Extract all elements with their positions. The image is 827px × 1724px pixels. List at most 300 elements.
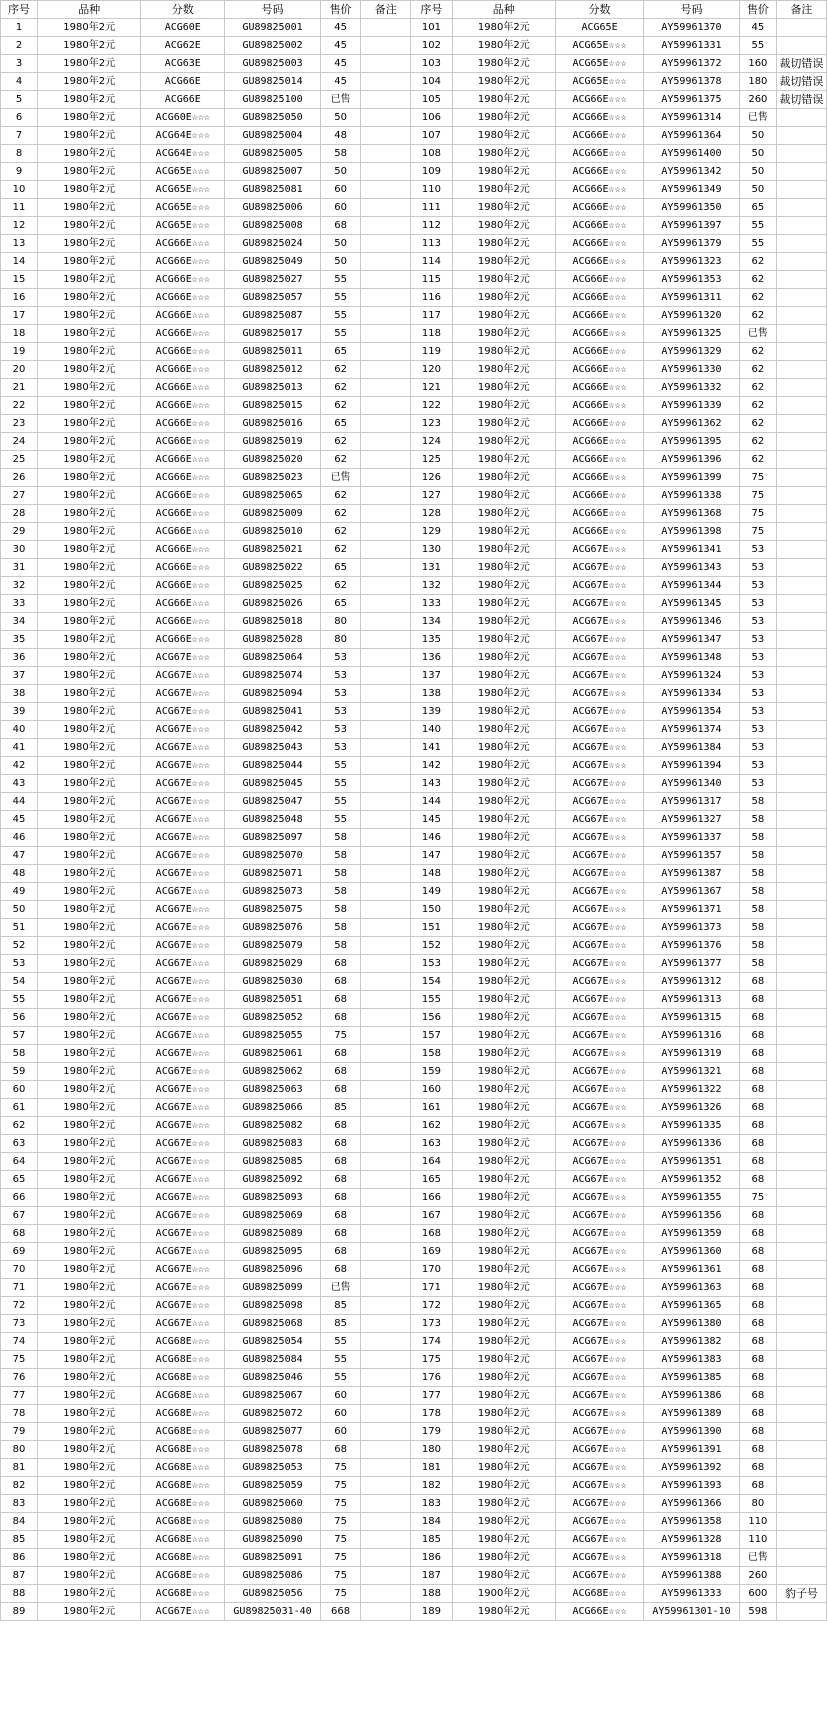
cell-price: 75 xyxy=(320,1477,360,1495)
cell-variety: 1980年2元 xyxy=(38,1135,141,1153)
cell-grade: ACG66E☆☆☆ xyxy=(141,541,225,559)
cell-variety: 1980年2元 xyxy=(452,829,555,847)
cell-serial: 27 xyxy=(1,487,38,505)
cell-variety: 1980年2元 xyxy=(452,1369,555,1387)
cell-note xyxy=(776,1495,826,1513)
cell-serial-number: AY59961367 xyxy=(644,883,740,901)
table-row xyxy=(1,505,827,523)
cell-serial: 138 xyxy=(411,685,452,703)
cell-price: 65 xyxy=(739,199,776,217)
cell-price: 62 xyxy=(320,397,360,415)
cell-serial-number: AY59961352 xyxy=(644,1171,740,1189)
cell-serial: 132 xyxy=(411,577,452,595)
cell-serial: 59 xyxy=(1,1063,38,1081)
table-row xyxy=(1,811,827,829)
table-row xyxy=(1,1063,827,1081)
cell-serial: 185 xyxy=(411,1531,452,1549)
cell-grade: ACG67E☆☆☆ xyxy=(555,559,643,577)
cell-note xyxy=(776,217,826,235)
cell-serial-number: AY59961383 xyxy=(644,1351,740,1369)
cell-serial-number: AY59961312 xyxy=(644,973,740,991)
cell-variety: 1980年2元 xyxy=(38,1225,141,1243)
cell-serial-number: GU89825076 xyxy=(225,919,321,937)
header-variety: 品种 xyxy=(38,1,141,19)
cell-grade: ACG67E☆☆☆ xyxy=(141,1279,225,1297)
cell-variety: 1980年2元 xyxy=(452,1567,555,1585)
cell-serial-number: AY59961325 xyxy=(644,325,740,343)
cell-grade: ACG66E☆☆☆ xyxy=(555,397,643,415)
cell-price: 58 xyxy=(739,937,776,955)
cell-variety: 1980年2元 xyxy=(38,73,141,91)
cell-grade: ACG67E☆☆☆ xyxy=(555,631,643,649)
cell-grade: ACG65E☆☆☆ xyxy=(141,181,225,199)
cell-variety: 1980年2元 xyxy=(38,595,141,613)
cell-serial: 20 xyxy=(1,361,38,379)
cell-grade: ACG68E☆☆☆ xyxy=(141,1531,225,1549)
cell-note xyxy=(776,1603,826,1621)
cell-grade: ACG67E☆☆☆ xyxy=(555,1423,643,1441)
cell-serial: 123 xyxy=(411,415,452,433)
table-row xyxy=(1,667,827,685)
cell-price: 68 xyxy=(739,1027,776,1045)
cell-note xyxy=(776,1513,826,1531)
cell-serial-number: GU89825063 xyxy=(225,1081,321,1099)
cell-note xyxy=(361,739,411,757)
cell-grade: ACG66E☆☆☆ xyxy=(141,433,225,451)
cell-variety: 1980年2元 xyxy=(38,1531,141,1549)
cell-price: 68 xyxy=(739,1315,776,1333)
cell-price: 68 xyxy=(739,1333,776,1351)
cell-price: 68 xyxy=(320,955,360,973)
cell-note xyxy=(776,1063,826,1081)
cell-note xyxy=(776,775,826,793)
cell-serial: 101 xyxy=(411,19,452,37)
cell-price: 60 xyxy=(320,1423,360,1441)
cell-grade: ACG67E☆☆☆ xyxy=(555,1477,643,1495)
cell-serial: 60 xyxy=(1,1081,38,1099)
cell-serial-number: AY59961394 xyxy=(644,757,740,775)
cell-note xyxy=(776,1477,826,1495)
table-row xyxy=(1,253,827,271)
cell-note xyxy=(361,1063,411,1081)
cell-price: 68 xyxy=(739,1153,776,1171)
cell-price: 53 xyxy=(739,775,776,793)
cell-price: 68 xyxy=(739,1387,776,1405)
cell-price: 58 xyxy=(739,955,776,973)
cell-serial-number: AY59961374 xyxy=(644,721,740,739)
cell-serial-number: GU89825013 xyxy=(225,379,321,397)
cell-serial: 142 xyxy=(411,757,452,775)
cell-note xyxy=(776,793,826,811)
cell-serial-number: GU89825048 xyxy=(225,811,321,829)
cell-grade: ACG67E☆☆☆ xyxy=(141,811,225,829)
cell-serial-number: GU89825089 xyxy=(225,1225,321,1243)
cell-serial-number: AY59961395 xyxy=(644,433,740,451)
cell-note xyxy=(361,1369,411,1387)
cell-note xyxy=(361,883,411,901)
cell-price: 110 xyxy=(739,1513,776,1531)
table-row xyxy=(1,235,827,253)
cell-price: 60 xyxy=(320,1387,360,1405)
cell-price: 62 xyxy=(320,451,360,469)
cell-grade: ACG67E☆☆☆ xyxy=(555,1063,643,1081)
table-row xyxy=(1,541,827,559)
cell-serial-number: AY59961327 xyxy=(644,811,740,829)
cell-price: 已售 xyxy=(739,109,776,127)
cell-serial: 22 xyxy=(1,397,38,415)
cell-note xyxy=(776,1261,826,1279)
cell-note xyxy=(361,829,411,847)
cell-serial: 154 xyxy=(411,973,452,991)
cell-grade: ACG67E☆☆☆ xyxy=(141,1297,225,1315)
cell-grade: ACG67E☆☆☆ xyxy=(555,577,643,595)
cell-serial-number: AY59961398 xyxy=(644,523,740,541)
cell-note xyxy=(776,451,826,469)
cell-serial: 13 xyxy=(1,235,38,253)
cell-note xyxy=(776,433,826,451)
cell-variety: 1980年2元 xyxy=(452,973,555,991)
table-row xyxy=(1,271,827,289)
cell-note xyxy=(361,811,411,829)
table-row xyxy=(1,1387,827,1405)
cell-price: 53 xyxy=(320,685,360,703)
cell-price: 62 xyxy=(320,487,360,505)
cell-grade: ACG66E☆☆☆ xyxy=(141,559,225,577)
cell-grade: ACG67E☆☆☆ xyxy=(555,937,643,955)
cell-note xyxy=(776,973,826,991)
cell-price: 53 xyxy=(739,613,776,631)
cell-serial: 58 xyxy=(1,1045,38,1063)
cell-grade: ACG65E☆☆☆ xyxy=(141,199,225,217)
table-row xyxy=(1,415,827,433)
cell-serial: 65 xyxy=(1,1171,38,1189)
cell-serial-number: AY59961379 xyxy=(644,235,740,253)
cell-grade: ACG66E☆☆☆ xyxy=(141,361,225,379)
cell-note xyxy=(776,1243,826,1261)
cell-variety: 1980年2元 xyxy=(38,559,141,577)
cell-variety: 1980年2元 xyxy=(452,307,555,325)
cell-grade: ACG66E☆☆☆ xyxy=(141,451,225,469)
cell-note xyxy=(361,991,411,1009)
cell-note xyxy=(361,775,411,793)
cell-variety: 1980年2元 xyxy=(452,487,555,505)
cell-grade: ACG66E☆☆☆ xyxy=(555,127,643,145)
cell-variety: 1980年2元 xyxy=(38,109,141,127)
cell-variety: 1980年2元 xyxy=(452,1009,555,1027)
cell-note xyxy=(776,235,826,253)
cell-price: 68 xyxy=(739,1279,776,1297)
cell-grade: ACG66E☆☆☆ xyxy=(141,379,225,397)
cell-variety: 1980年2元 xyxy=(38,667,141,685)
cell-serial-number: AY59961339 xyxy=(644,397,740,415)
cell-note xyxy=(361,1009,411,1027)
cell-variety: 1980年2元 xyxy=(452,1099,555,1117)
cell-note xyxy=(776,577,826,595)
cell-serial-number: AY59961318 xyxy=(644,1549,740,1567)
cell-grade: ACG66E☆☆☆ xyxy=(555,451,643,469)
cell-price: 58 xyxy=(320,145,360,163)
cell-note xyxy=(361,1225,411,1243)
cell-grade: ACG67E☆☆☆ xyxy=(555,1225,643,1243)
cell-serial-number: GU89825068 xyxy=(225,1315,321,1333)
cell-serial: 73 xyxy=(1,1315,38,1333)
cell-price: 53 xyxy=(320,739,360,757)
cell-serial-number: GU89825071 xyxy=(225,865,321,883)
cell-serial: 135 xyxy=(411,631,452,649)
cell-serial-number: GU89825021 xyxy=(225,541,321,559)
cell-variety: 1980年2元 xyxy=(452,1189,555,1207)
cell-note xyxy=(361,1153,411,1171)
cell-grade: ACG66E☆☆☆ xyxy=(555,523,643,541)
cell-price: 53 xyxy=(739,577,776,595)
cell-serial: 82 xyxy=(1,1477,38,1495)
cell-serial: 117 xyxy=(411,307,452,325)
cell-grade: ACG66E☆☆☆ xyxy=(141,595,225,613)
table-row xyxy=(1,721,827,739)
cell-serial-number: AY59961347 xyxy=(644,631,740,649)
cell-grade: ACG67E☆☆☆ xyxy=(141,667,225,685)
cell-serial-number: AY59961354 xyxy=(644,703,740,721)
cell-variety: 1980年2元 xyxy=(38,1297,141,1315)
cell-price: 60 xyxy=(320,199,360,217)
cell-grade: ACG67E☆☆☆ xyxy=(141,757,225,775)
cell-serial: 77 xyxy=(1,1387,38,1405)
cell-grade: ACG65E xyxy=(555,19,643,37)
cell-serial-number: AY59961378 xyxy=(644,73,740,91)
cell-serial-number: GU89825031-40 xyxy=(225,1603,321,1621)
cell-price: 62 xyxy=(739,289,776,307)
cell-serial: 54 xyxy=(1,973,38,991)
cell-note xyxy=(776,1153,826,1171)
cell-grade: ACG67E☆☆☆ xyxy=(555,1009,643,1027)
cell-serial-number: GU89825078 xyxy=(225,1441,321,1459)
cell-serial: 9 xyxy=(1,163,38,181)
cell-serial-number: AY59961332 xyxy=(644,379,740,397)
cell-price: 53 xyxy=(739,541,776,559)
cell-price: 55 xyxy=(739,217,776,235)
cell-note xyxy=(776,685,826,703)
table-row xyxy=(1,217,827,235)
cell-variety: 1980年2元 xyxy=(452,847,555,865)
cell-serial-number: AY59961357 xyxy=(644,847,740,865)
cell-serial-number: AY59961361 xyxy=(644,1261,740,1279)
cell-note xyxy=(361,1279,411,1297)
cell-note xyxy=(361,955,411,973)
cell-note xyxy=(361,253,411,271)
cell-serial: 111 xyxy=(411,199,452,217)
cell-grade: ACG66E☆☆☆ xyxy=(555,379,643,397)
cell-variety: 1980年2元 xyxy=(38,397,141,415)
cell-grade: ACG67E☆☆☆ xyxy=(555,1405,643,1423)
cell-note xyxy=(776,253,826,271)
cell-note xyxy=(776,523,826,541)
cell-serial: 187 xyxy=(411,1567,452,1585)
cell-price: 已售 xyxy=(739,325,776,343)
cell-grade: ACG67E☆☆☆ xyxy=(555,649,643,667)
cell-serial: 26 xyxy=(1,469,38,487)
cell-serial-number: GU89825012 xyxy=(225,361,321,379)
cell-note xyxy=(776,559,826,577)
cell-note xyxy=(361,1117,411,1135)
cell-variety: 1980年2元 xyxy=(38,1171,141,1189)
cell-price: 53 xyxy=(320,703,360,721)
cell-note xyxy=(361,1333,411,1351)
cell-variety: 1980年2元 xyxy=(38,1441,141,1459)
table-row xyxy=(1,91,827,109)
cell-serial: 153 xyxy=(411,955,452,973)
cell-serial-number: AY59961346 xyxy=(644,613,740,631)
cell-serial-number: AY59961340 xyxy=(644,775,740,793)
cell-serial-number: GU89825097 xyxy=(225,829,321,847)
cell-serial-number: AY59961371 xyxy=(644,901,740,919)
cell-note xyxy=(361,577,411,595)
cell-price: 75 xyxy=(739,523,776,541)
cell-grade: ACG67E☆☆☆ xyxy=(141,1207,225,1225)
cell-variety: 1980年2元 xyxy=(452,1261,555,1279)
cell-grade: ACG68E☆☆☆ xyxy=(141,1459,225,1477)
cell-serial: 182 xyxy=(411,1477,452,1495)
cell-serial: 173 xyxy=(411,1315,452,1333)
cell-variety: 1980年2元 xyxy=(452,1171,555,1189)
cell-serial-number: GU89825019 xyxy=(225,433,321,451)
cell-price: 85 xyxy=(320,1315,360,1333)
cell-variety: 1980年2元 xyxy=(452,1045,555,1063)
cell-note xyxy=(776,757,826,775)
cell-price: 53 xyxy=(320,721,360,739)
cell-price: 58 xyxy=(739,847,776,865)
cell-grade: ACG67E☆☆☆ xyxy=(555,1207,643,1225)
table-row xyxy=(1,487,827,505)
cell-note xyxy=(776,163,826,181)
cell-variety: 1980年2元 xyxy=(452,955,555,973)
cell-serial-number: GU89825023 xyxy=(225,469,321,487)
cell-serial-number: GU89825080 xyxy=(225,1513,321,1531)
cell-variety: 1980年2元 xyxy=(38,199,141,217)
cell-note xyxy=(361,703,411,721)
cell-serial: 175 xyxy=(411,1351,452,1369)
table-row xyxy=(1,919,827,937)
cell-price: 68 xyxy=(320,1117,360,1135)
cell-serial-number: AY59961372 xyxy=(644,55,740,73)
cell-price: 62 xyxy=(739,451,776,469)
cell-note xyxy=(361,1045,411,1063)
cell-price: 68 xyxy=(739,1423,776,1441)
cell-note xyxy=(776,1441,826,1459)
cell-serial-number: AY59961320 xyxy=(644,307,740,325)
cell-note xyxy=(776,919,826,937)
cell-variety: 1980年2元 xyxy=(452,685,555,703)
cell-variety: 1980年2元 xyxy=(38,1009,141,1027)
cell-note xyxy=(361,793,411,811)
cell-variety: 1980年2元 xyxy=(38,1207,141,1225)
cell-note xyxy=(361,1297,411,1315)
cell-price: 62 xyxy=(320,361,360,379)
cell-variety: 1980年2元 xyxy=(38,361,141,379)
cell-price: 62 xyxy=(739,343,776,361)
cell-serial: 62 xyxy=(1,1117,38,1135)
cell-grade: ACG65E☆☆☆ xyxy=(555,55,643,73)
cell-serial: 33 xyxy=(1,595,38,613)
cell-serial: 140 xyxy=(411,721,452,739)
cell-note xyxy=(776,271,826,289)
cell-note xyxy=(776,613,826,631)
table-row xyxy=(1,631,827,649)
cell-grade: ACG67E☆☆☆ xyxy=(141,1081,225,1099)
table-row xyxy=(1,289,827,307)
cell-variety: 1980年2元 xyxy=(38,1153,141,1171)
cell-grade: ACG68E☆☆☆ xyxy=(141,1495,225,1513)
cell-variety: 1980年2元 xyxy=(452,1423,555,1441)
cell-serial-number: GU89825098 xyxy=(225,1297,321,1315)
cell-serial-number: AY59961364 xyxy=(644,127,740,145)
cell-grade: ACG67E☆☆☆ xyxy=(141,991,225,1009)
cell-serial-number: AY59961393 xyxy=(644,1477,740,1495)
cell-price: 已售 xyxy=(320,91,360,109)
cell-grade: ACG67E☆☆☆ xyxy=(555,757,643,775)
cell-serial-number: GU89825007 xyxy=(225,163,321,181)
cell-grade: ACG66E☆☆☆ xyxy=(555,199,643,217)
cell-price: 68 xyxy=(320,1009,360,1027)
cell-price: 58 xyxy=(739,793,776,811)
cell-variety: 1980年2元 xyxy=(452,1315,555,1333)
cell-price: 62 xyxy=(320,379,360,397)
cell-serial: 74 xyxy=(1,1333,38,1351)
cell-grade: ACG67E☆☆☆ xyxy=(555,1495,643,1513)
cell-note xyxy=(361,1477,411,1495)
cell-serial: 157 xyxy=(411,1027,452,1045)
cell-price: 53 xyxy=(739,631,776,649)
cell-serial-number: AY59961399 xyxy=(644,469,740,487)
cell-grade: ACG60E xyxy=(141,19,225,37)
cell-note xyxy=(776,127,826,145)
cell-price: 68 xyxy=(739,1063,776,1081)
table-row xyxy=(1,973,827,991)
table-row xyxy=(1,829,827,847)
cell-grade: ACG66E☆☆☆ xyxy=(555,91,643,109)
cell-serial-number: GU89825066 xyxy=(225,1099,321,1117)
cell-serial: 1 xyxy=(1,19,38,37)
cell-variety: 1980年2元 xyxy=(452,469,555,487)
cell-note xyxy=(776,379,826,397)
cell-price: 58 xyxy=(739,811,776,829)
cell-serial-number: GU89825054 xyxy=(225,1333,321,1351)
cell-variety: 1980年2元 xyxy=(452,145,555,163)
cell-serial: 143 xyxy=(411,775,452,793)
table-row xyxy=(1,1603,827,1621)
cell-note xyxy=(361,505,411,523)
cell-price: 75 xyxy=(320,1567,360,1585)
cell-price: 68 xyxy=(320,1153,360,1171)
cell-note xyxy=(361,973,411,991)
cell-variety: 1980年2元 xyxy=(38,37,141,55)
cell-grade: ACG67E☆☆☆ xyxy=(555,919,643,937)
cell-serial: 88 xyxy=(1,1585,38,1603)
cell-serial: 64 xyxy=(1,1153,38,1171)
cell-serial: 84 xyxy=(1,1513,38,1531)
cell-variety: 1980年2元 xyxy=(38,1099,141,1117)
cell-variety: 1980年2元 xyxy=(452,1207,555,1225)
cell-note xyxy=(361,721,411,739)
cell-variety: 1980年2元 xyxy=(38,1405,141,1423)
cell-serial: 41 xyxy=(1,739,38,757)
cell-serial-number: AY59961326 xyxy=(644,1099,740,1117)
cell-note xyxy=(776,1459,826,1477)
cell-serial-number: AY59961343 xyxy=(644,559,740,577)
cell-grade: ACG67E☆☆☆ xyxy=(555,1531,643,1549)
header-grade: 分数 xyxy=(141,1,225,19)
cell-serial: 8 xyxy=(1,145,38,163)
cell-note xyxy=(776,397,826,415)
